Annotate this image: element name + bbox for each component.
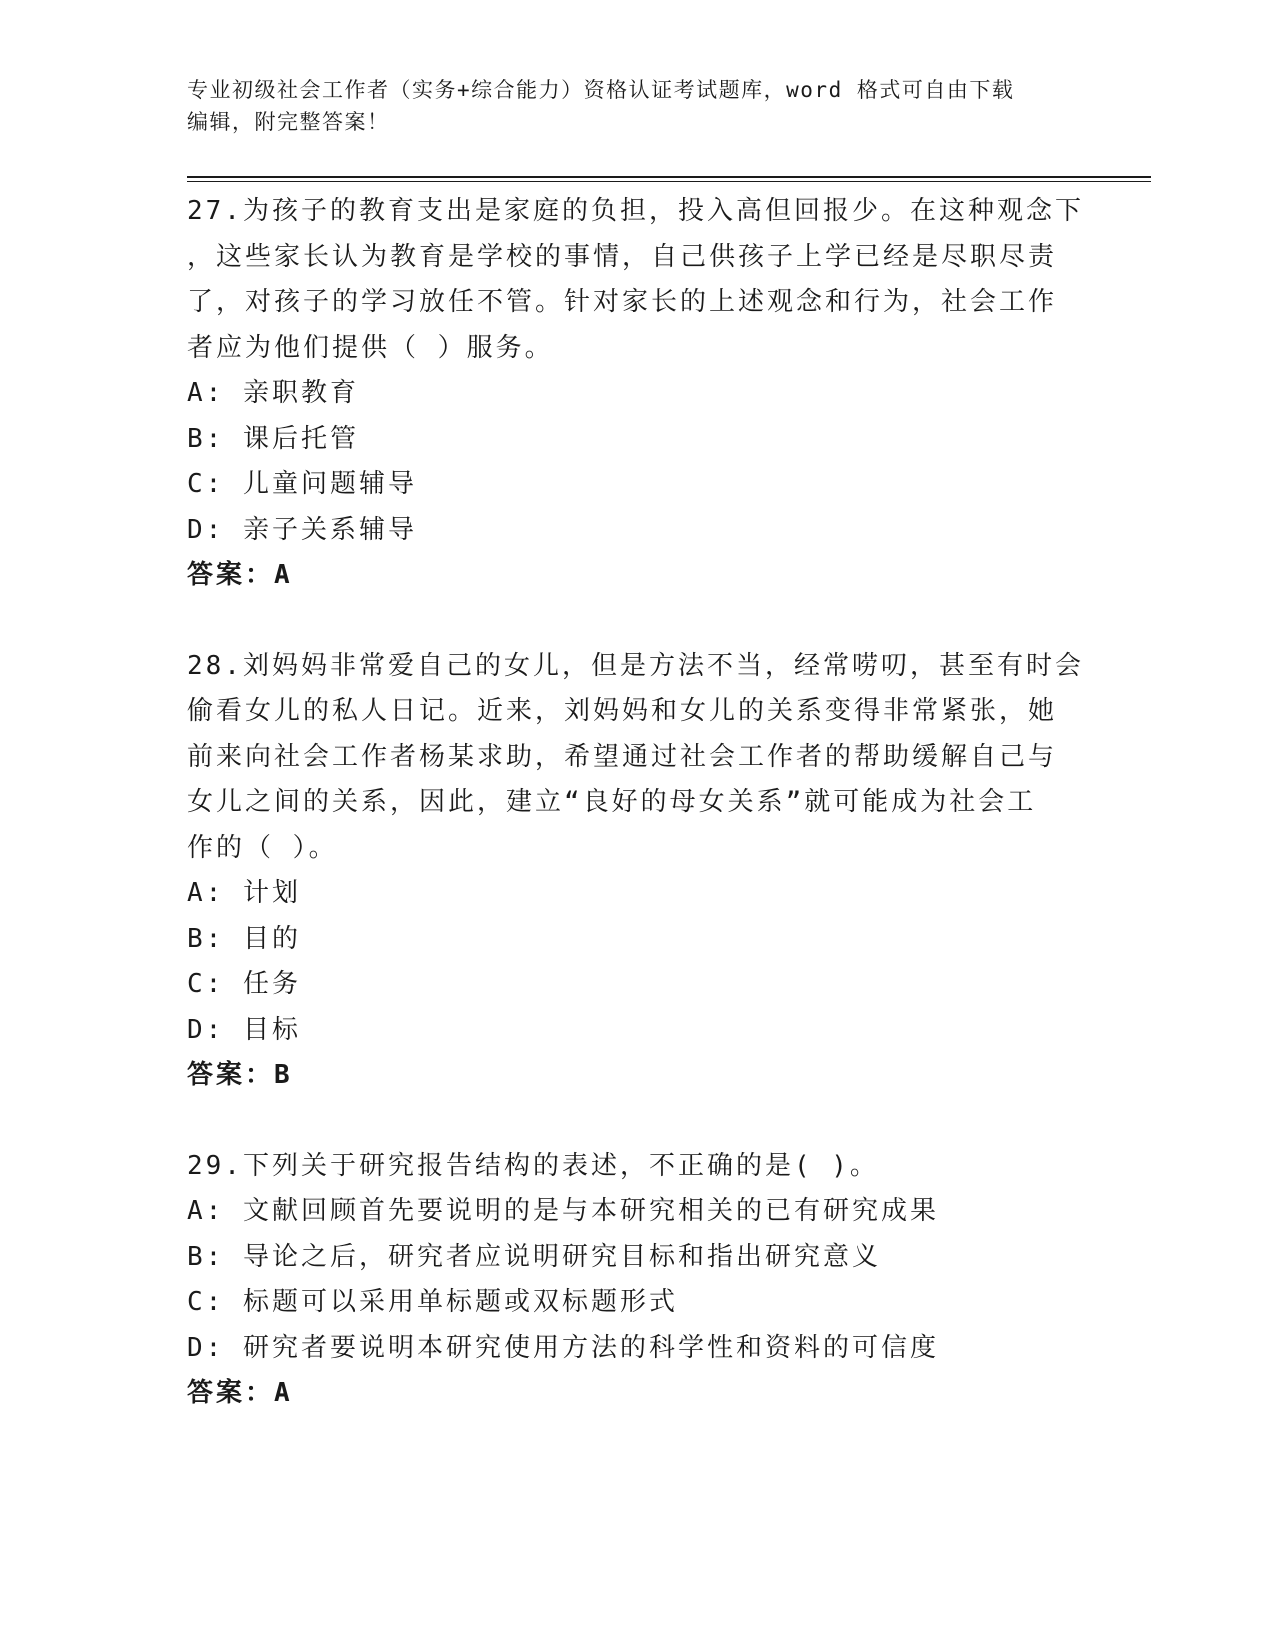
question-stem-line: 前来向社会工作者杨某求助，希望通过社会工作者的帮助缓解自己与 xyxy=(187,741,1058,772)
option-d: D: 目标 xyxy=(187,1014,301,1045)
question-list xyxy=(187,189,1087,1417)
answer-line: 答案：A xyxy=(187,560,293,590)
option-a: A: 文献回顾首先要说明的是与本研究相关的已有研究成果 xyxy=(187,1196,939,1226)
answer-line: 答案：A xyxy=(187,1378,293,1408)
header-line-1: 专业初级社会工作者（实务+综合能力）资格认证考试题库，word 格式可自由下载 xyxy=(187,78,1015,102)
option-b: B: 目的 xyxy=(187,923,301,954)
option-b: B: 导论之后，研究者应说明研究目标和指出研究意义 xyxy=(187,1241,881,1272)
question-stem-line: 作的（ ）。 xyxy=(187,832,338,863)
option-c: C: 儿童问题辅导 xyxy=(187,469,417,499)
answer-line: 答案：B xyxy=(187,1060,293,1090)
question-spacer xyxy=(187,599,1087,644)
question-29 xyxy=(187,1144,1087,1417)
header-divider-thin xyxy=(187,181,1151,182)
question-stem-line: 者应为他们提供（ ）服务。 xyxy=(187,332,554,363)
option-c: C: 标题可以采用单标题或双标题形式 xyxy=(187,1287,678,1317)
question-27 xyxy=(187,189,1087,599)
question-stem-line: 27.为孩子的教育支出是家庭的负担，投入高但回报少。在这种观念下 xyxy=(187,196,1084,226)
option-d: D: 亲子关系辅导 xyxy=(187,514,417,545)
option-a: A: 计划 xyxy=(187,878,301,908)
question-stem-line: 女儿之间的关系，因此，建立“良好的母女关系”就可能成为社会工 xyxy=(187,787,1037,817)
question-stem-line: 偷看女儿的私人日记。近来，刘妈妈和女儿的关系变得非常紧张，她 xyxy=(187,696,1058,726)
option-b: B: 课后托管 xyxy=(187,423,359,454)
question-stem-line: 29.下列关于研究报告结构的表述，不正确的是( )。 xyxy=(187,1150,879,1181)
option-d: D: 研究者要说明本研究使用方法的科学性和资料的可信度 xyxy=(187,1332,939,1363)
option-a: A: 亲职教育 xyxy=(187,378,359,408)
question-28 xyxy=(187,644,1087,1099)
option-c: C: 任务 xyxy=(187,969,301,999)
question-stem-line: 28.刘妈妈非常爱自己的女儿，但是方法不当，经常唠叨，甚至有时会 xyxy=(187,650,1084,681)
header-line-2: 编辑，附完整答案！ xyxy=(187,110,390,134)
header-divider-thick xyxy=(187,176,1151,178)
document-header xyxy=(187,74,1087,138)
question-spacer xyxy=(187,1099,1087,1144)
question-stem-line: 了，对孩子的学习放任不管。针对家长的上述观念和行为，社会工作 xyxy=(187,287,1058,317)
question-stem-line: ，这些家长认为教育是学校的事情，自己供孩子上学已经是尽职尽责 xyxy=(187,241,1058,272)
